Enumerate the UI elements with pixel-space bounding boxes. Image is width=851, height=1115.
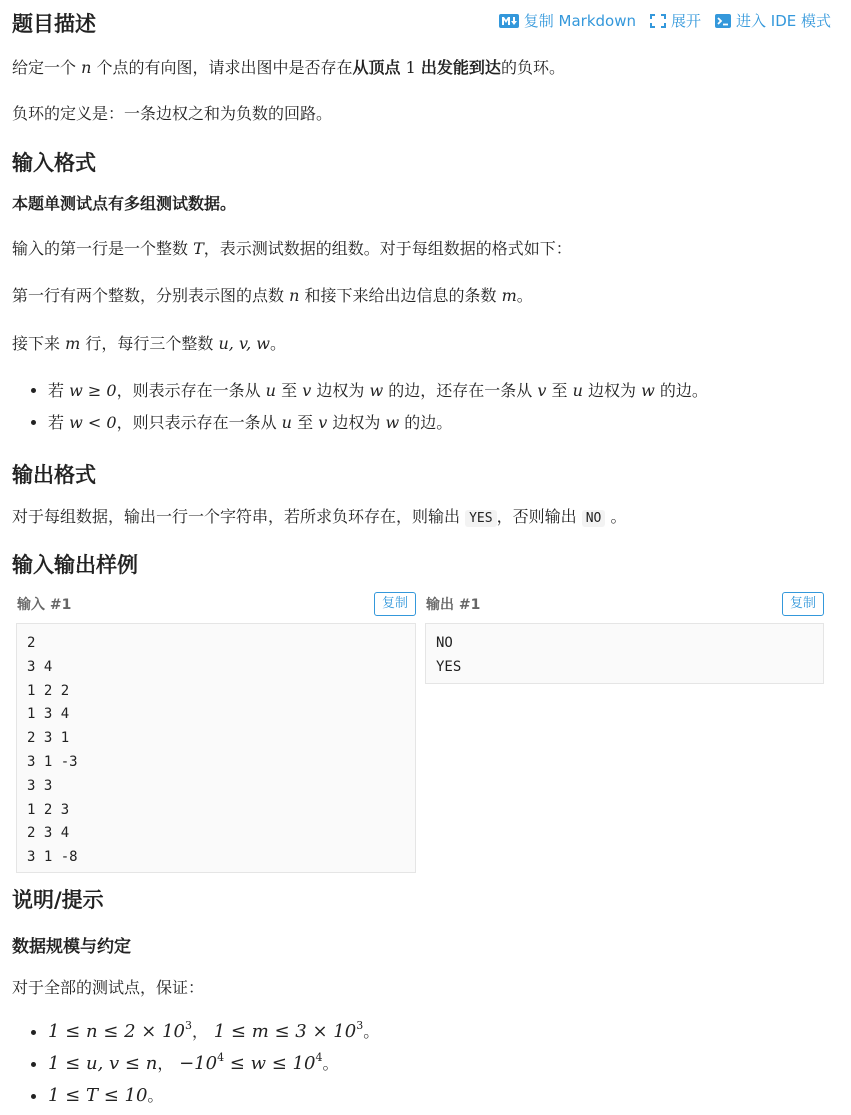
copy-output-button[interactable]: 复制 [782,592,824,616]
hint-paragraph: 对于全部的测试点，保证： [12,978,205,997]
list-item: • 若 w < 0，则只表示存在一条从 u 至 v 边权为 w 的边。 [48,407,851,439]
sample-output-label: 输出 #1 [426,597,481,613]
input-format-note: 本题单测试点有多组测试数据。 [12,194,237,213]
description-paragraph-2: 负环的定义是：一条边权之和为负数的回路。 [12,104,333,123]
sample-output-block: NO YES [425,623,824,684]
no-code: NO [582,510,606,527]
expand-label: 展开 [670,12,701,30]
list-item: • $1 \le n \le 2 \times 10^3$， $1 \le m \le 3 \times 10^3$。 [48,1016,851,1048]
sample-input-header [16,592,416,622]
ide-mode-label: 进入 IDE 模式 [736,12,831,30]
copy-input-button[interactable]: 复制 [374,592,416,616]
hint-subtitle: 数据规模与约定 [12,937,131,957]
output-format-title: 输出格式 [12,463,96,487]
sample-output-header [425,592,824,622]
ide-mode-button[interactable] [715,10,831,31]
list-item: • 1 ≤ u, v ≤ n， $-10^4 \le w \le 10^4$。 [48,1048,851,1080]
sample-input-block: 2 3 4 1 2 2 1 3 4 2 3 1 3 1 -3 3 3 1 2 3 2 3 4 3 1 -8 [16,623,416,873]
output-format-text: 对于每组数据，输出一行一个字符串，若所求负环存在，则输出 YES ，否则输出 NO 。 [12,507,627,526]
copy-markdown-button[interactable] [499,10,636,31]
hint-title: 说明/提示 [12,888,104,912]
expand-icon [650,14,666,28]
description-paragraph-1: 给定一个 n 个点的有向图，请求出图中是否存在从顶点 1 出发能到达的负环。 [12,58,565,77]
input-format-line-3: 接下来 m 行，每行三个整数 u, v, w。 [12,334,286,353]
input-format-title: 输入格式 [12,151,96,175]
description-title: 题目描述 [12,12,96,36]
copy-markdown-label: 复制 Markdown [523,12,636,30]
edge-rules-list [12,375,851,439]
constraints-list [12,1016,851,1112]
samples-title: 输入输出样例 [12,553,138,577]
terminal-icon [715,14,731,28]
input-format-line-1: 输入的第一行是一个整数 T，表示测试数据的组数。对于每组数据的格式如下： [12,239,572,258]
yes-code: YES [465,510,496,527]
list-item: • 若 w ≥ 0，则表示存在一条从 u 至 v 边权为 w 的边，还存在一条从 v 至 u 边权为 w 的边。 [48,375,851,407]
input-format-line-2: 第一行有两个整数，分别表示图的点数 n 和接下来给出边信息的条数 m。 [12,286,533,305]
toolbar [499,10,831,31]
sample-input-label: 输入 #1 [17,597,72,613]
markdown-icon [499,14,519,28]
list-item: • 1 ≤ T ≤ 10。 [48,1080,851,1112]
expand-button[interactable] [650,10,701,31]
